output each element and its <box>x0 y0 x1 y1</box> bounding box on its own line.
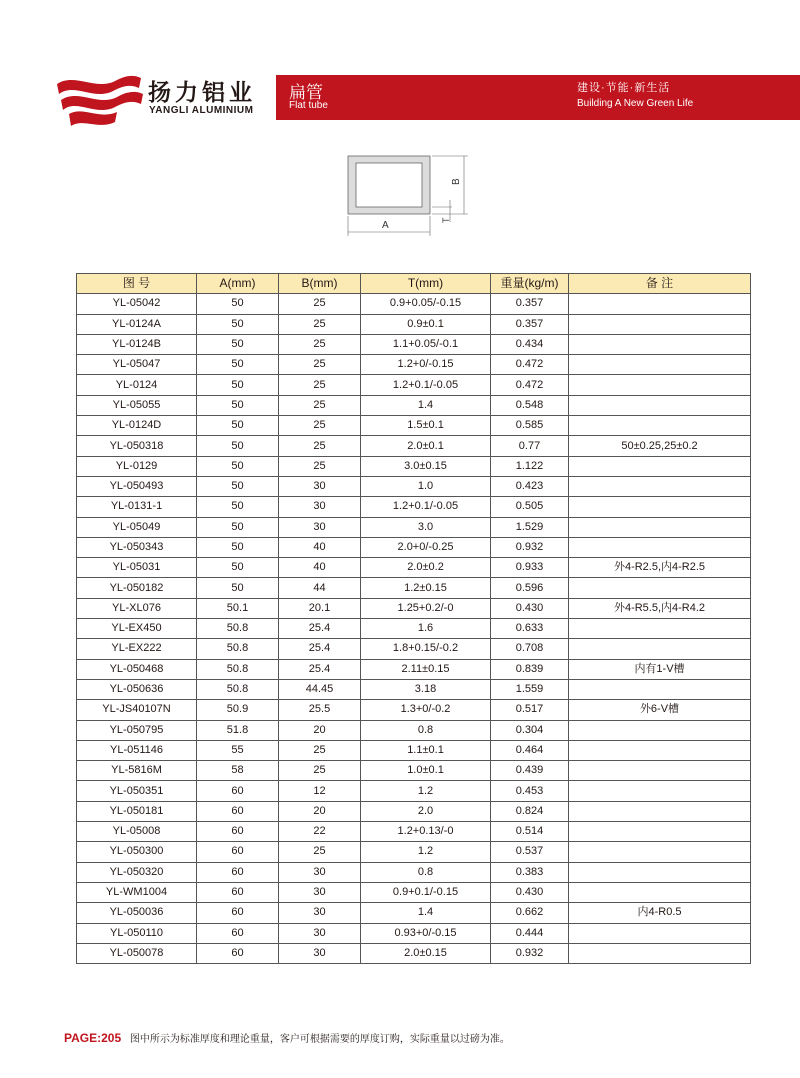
cell-t: 1.5±0.1 <box>361 416 491 436</box>
column-header-b: B(mm) <box>279 274 361 294</box>
table-row <box>77 334 751 354</box>
table-row <box>77 395 751 415</box>
cell-b: 25 <box>279 842 361 862</box>
cell-a: 50.8 <box>197 679 279 699</box>
cell-part-number: YL-050493 <box>77 476 197 496</box>
cell-remarks <box>569 822 751 842</box>
cell-b: 44 <box>279 578 361 598</box>
cell-t: 0.9+0.05/-0.15 <box>361 294 491 314</box>
table-row <box>77 740 751 760</box>
table-row <box>77 598 751 618</box>
cell-part-number: YL-0124D <box>77 416 197 436</box>
cell-part-number: YL-WM1004 <box>77 882 197 902</box>
cell-b: 25 <box>279 355 361 375</box>
cell-b: 12 <box>279 781 361 801</box>
cell-weight: 0.633 <box>491 619 569 639</box>
cell-part-number: YL-05047 <box>77 355 197 375</box>
cell-part-number: YL-050343 <box>77 537 197 557</box>
table-row <box>77 517 751 537</box>
cell-t: 1.2+0/-0.15 <box>361 355 491 375</box>
cell-b: 20 <box>279 720 361 740</box>
cell-t: 1.2 <box>361 781 491 801</box>
cell-t: 0.9+0.1/-0.15 <box>361 882 491 902</box>
brand-name-en: YANGLI ALUMINIUM <box>149 105 254 116</box>
cell-t: 1.0±0.1 <box>361 761 491 781</box>
cell-weight: 0.839 <box>491 659 569 679</box>
cell-part-number: YL-EX450 <box>77 619 197 639</box>
cell-a: 60 <box>197 923 279 943</box>
cell-a: 58 <box>197 761 279 781</box>
cell-a: 50 <box>197 537 279 557</box>
cell-weight: 0.77 <box>491 436 569 456</box>
table-row <box>77 456 751 476</box>
table-row <box>77 639 751 659</box>
cell-remarks <box>569 294 751 314</box>
page-footer <box>64 1030 510 1045</box>
cell-part-number: YL-0129 <box>77 456 197 476</box>
table-row <box>77 842 751 862</box>
cell-a: 50 <box>197 416 279 436</box>
cell-weight: 0.537 <box>491 842 569 862</box>
cell-a: 50 <box>197 436 279 456</box>
cell-a: 50 <box>197 578 279 598</box>
cell-b: 40 <box>279 558 361 578</box>
cell-b: 25.4 <box>279 659 361 679</box>
cell-b: 30 <box>279 923 361 943</box>
table-row <box>77 659 751 679</box>
cell-b: 44.45 <box>279 679 361 699</box>
table-row <box>77 923 751 943</box>
cell-b: 25 <box>279 294 361 314</box>
cell-a: 60 <box>197 822 279 842</box>
cell-part-number: YL-050636 <box>77 679 197 699</box>
column-header-remarks: 备 注 <box>569 274 751 294</box>
cell-part-number: YL-EX222 <box>77 639 197 659</box>
cell-t: 2.0 <box>361 801 491 821</box>
table-row <box>77 355 751 375</box>
cell-part-number: YL-0124 <box>77 375 197 395</box>
cell-part-number: YL-050182 <box>77 578 197 598</box>
cell-a: 60 <box>197 781 279 801</box>
cell-t: 2.0±0.1 <box>361 436 491 456</box>
cell-remarks: 外6-V槽 <box>569 700 751 720</box>
table-row <box>77 720 751 740</box>
cell-t: 0.8 <box>361 862 491 882</box>
cell-weight: 0.453 <box>491 781 569 801</box>
cell-t: 2.0±0.2 <box>361 558 491 578</box>
table-row <box>77 882 751 902</box>
cell-part-number: YL-050078 <box>77 943 197 963</box>
cell-b: 25.5 <box>279 700 361 720</box>
cell-part-number: YL-050181 <box>77 801 197 821</box>
cell-t: 3.18 <box>361 679 491 699</box>
cell-a: 60 <box>197 903 279 923</box>
cell-t: 3.0 <box>361 517 491 537</box>
cell-weight: 0.439 <box>491 761 569 781</box>
cell-b: 25 <box>279 456 361 476</box>
cell-weight: 0.514 <box>491 822 569 842</box>
table-row <box>77 801 751 821</box>
column-header-a: A(mm) <box>197 274 279 294</box>
cell-part-number: YL-050110 <box>77 923 197 943</box>
cell-remarks <box>569 355 751 375</box>
cell-remarks <box>569 740 751 760</box>
cell-b: 30 <box>279 517 361 537</box>
cell-t: 2.0±0.15 <box>361 943 491 963</box>
cell-part-number: YL-050351 <box>77 781 197 801</box>
cell-weight: 0.430 <box>491 598 569 618</box>
cell-t: 1.25+0.2/-0 <box>361 598 491 618</box>
cell-b: 25 <box>279 740 361 760</box>
section-title-cn: 扁管 <box>289 83 323 102</box>
cell-weight: 0.430 <box>491 882 569 902</box>
cell-part-number: YL-XL076 <box>77 598 197 618</box>
table-row <box>77 314 751 334</box>
cell-t: 1.2+0.1/-0.05 <box>361 375 491 395</box>
cell-b: 25 <box>279 314 361 334</box>
cell-a: 50 <box>197 334 279 354</box>
cell-b: 30 <box>279 476 361 496</box>
table-row <box>77 761 751 781</box>
flat-tube-cross-section-diagram <box>340 150 470 240</box>
cell-weight: 0.505 <box>491 497 569 517</box>
table-row <box>77 822 751 842</box>
cell-t: 1.2±0.15 <box>361 578 491 598</box>
table-row <box>77 497 751 517</box>
cell-remarks <box>569 923 751 943</box>
dimension-label-t: T <box>441 217 451 223</box>
cell-remarks <box>569 943 751 963</box>
cell-b: 25 <box>279 395 361 415</box>
cell-remarks <box>569 679 751 699</box>
cell-weight: 0.662 <box>491 903 569 923</box>
cell-remarks <box>569 842 751 862</box>
cell-b: 25 <box>279 334 361 354</box>
cell-weight: 0.423 <box>491 476 569 496</box>
cell-a: 50 <box>197 476 279 496</box>
table-row <box>77 781 751 801</box>
cell-remarks: 外4-R2.5,内4-R2.5 <box>569 558 751 578</box>
table-row <box>77 578 751 598</box>
cell-t: 1.0 <box>361 476 491 496</box>
cell-part-number: YL-5816M <box>77 761 197 781</box>
cell-a: 60 <box>197 882 279 902</box>
cell-part-number: YL-05031 <box>77 558 197 578</box>
cell-b: 22 <box>279 822 361 842</box>
cell-b: 25.4 <box>279 639 361 659</box>
cell-weight: 0.304 <box>491 720 569 740</box>
footer-note: 图中所示为标准厚度和理论重量，客户可根据需要的厚度订购，实际重量以过磅为准。 <box>129 1034 510 1045</box>
dimension-label-b: B <box>451 178 462 185</box>
page-header <box>0 0 800 140</box>
cell-a: 50 <box>197 355 279 375</box>
cell-weight: 0.585 <box>491 416 569 436</box>
cell-t: 1.1±0.1 <box>361 740 491 760</box>
cell-t: 1.2 <box>361 842 491 862</box>
cell-a: 50.8 <box>197 659 279 679</box>
table-row <box>77 375 751 395</box>
table-row <box>77 436 751 456</box>
cell-weight: 1.559 <box>491 679 569 699</box>
cell-remarks <box>569 882 751 902</box>
cell-part-number: YL-05042 <box>77 294 197 314</box>
table-body <box>77 294 751 964</box>
cell-part-number: YL-0131-1 <box>77 497 197 517</box>
cell-a: 51.8 <box>197 720 279 740</box>
cell-part-number: YL-050036 <box>77 903 197 923</box>
cell-weight: 0.708 <box>491 639 569 659</box>
cell-remarks <box>569 537 751 557</box>
page-number: PAGE:205 <box>64 1031 122 1045</box>
cell-b: 30 <box>279 903 361 923</box>
dimension-label-a: A <box>382 220 389 231</box>
cell-t: 1.4 <box>361 903 491 923</box>
cell-a: 50.8 <box>197 639 279 659</box>
cell-remarks <box>569 395 751 415</box>
cell-part-number: YL-051146 <box>77 740 197 760</box>
cell-remarks <box>569 619 751 639</box>
cell-a: 50.1 <box>197 598 279 618</box>
cell-remarks: 内4-R0.5 <box>569 903 751 923</box>
cell-a: 50 <box>197 456 279 476</box>
cell-remarks <box>569 862 751 882</box>
cell-t: 1.6 <box>361 619 491 639</box>
cell-t: 2.11±0.15 <box>361 659 491 679</box>
title-banner <box>276 75 800 120</box>
cell-remarks <box>569 456 751 476</box>
cell-weight: 1.529 <box>491 517 569 537</box>
cell-b: 20.1 <box>279 598 361 618</box>
cell-t: 0.93+0/-0.15 <box>361 923 491 943</box>
column-header-part-number: 图 号 <box>77 274 197 294</box>
table-row <box>77 700 751 720</box>
slogan-cn: 建设·节能·新生活 <box>577 82 671 94</box>
cell-remarks <box>569 416 751 436</box>
cell-remarks <box>569 781 751 801</box>
cell-b: 25 <box>279 416 361 436</box>
cell-t: 1.8+0.15/-0.2 <box>361 639 491 659</box>
cell-b: 20 <box>279 801 361 821</box>
cell-t: 1.2+0.13/-0 <box>361 822 491 842</box>
cell-b: 25 <box>279 375 361 395</box>
cell-weight: 0.357 <box>491 294 569 314</box>
cell-remarks <box>569 639 751 659</box>
table-row <box>77 943 751 963</box>
cell-weight: 0.932 <box>491 943 569 963</box>
cell-part-number: YL-050795 <box>77 720 197 740</box>
cell-remarks <box>569 720 751 740</box>
column-header-t: T(mm) <box>361 274 491 294</box>
cell-t: 0.9±0.1 <box>361 314 491 334</box>
cell-b: 25.4 <box>279 619 361 639</box>
cell-weight: 0.434 <box>491 334 569 354</box>
cell-t: 3.0±0.15 <box>361 456 491 476</box>
column-header-weight: 重量(kg/m) <box>491 274 569 294</box>
cell-remarks: 外4-R5.5,内4-R4.2 <box>569 598 751 618</box>
table-row <box>77 476 751 496</box>
cell-a: 50 <box>197 558 279 578</box>
cell-a: 50 <box>197 375 279 395</box>
cell-a: 60 <box>197 801 279 821</box>
cell-weight: 0.464 <box>491 740 569 760</box>
cell-part-number: YL-050300 <box>77 842 197 862</box>
cell-part-number: YL-0124A <box>77 314 197 334</box>
cell-weight: 0.472 <box>491 375 569 395</box>
table-row <box>77 679 751 699</box>
cell-remarks <box>569 375 751 395</box>
cell-weight: 0.383 <box>491 862 569 882</box>
cell-b: 30 <box>279 862 361 882</box>
cell-part-number: YL-05008 <box>77 822 197 842</box>
cell-b: 25 <box>279 436 361 456</box>
table-row <box>77 862 751 882</box>
cell-remarks <box>569 476 751 496</box>
cell-weight: 0.472 <box>491 355 569 375</box>
flat-tube-spec-table <box>76 273 751 964</box>
cell-remarks <box>569 761 751 781</box>
cell-t: 2.0+0/-0.25 <box>361 537 491 557</box>
cell-weight: 0.596 <box>491 578 569 598</box>
table-row <box>77 416 751 436</box>
cell-remarks <box>569 497 751 517</box>
table-row <box>77 294 751 314</box>
cell-remarks <box>569 314 751 334</box>
cell-remarks <box>569 801 751 821</box>
cell-part-number: YL-05055 <box>77 395 197 415</box>
cell-weight: 1.122 <box>491 456 569 476</box>
cell-remarks <box>569 334 751 354</box>
cell-a: 60 <box>197 842 279 862</box>
cell-t: 1.4 <box>361 395 491 415</box>
table-header-row <box>77 274 751 294</box>
cell-part-number: YL-050468 <box>77 659 197 679</box>
cell-a: 55 <box>197 740 279 760</box>
cell-b: 40 <box>279 537 361 557</box>
cell-part-number: YL-05049 <box>77 517 197 537</box>
cell-b: 30 <box>279 943 361 963</box>
section-title-en: Flat tube <box>289 100 328 111</box>
table-row <box>77 558 751 578</box>
cell-part-number: YL-050318 <box>77 436 197 456</box>
slogan-en: Building A New Green Life <box>577 98 694 109</box>
cell-b: 30 <box>279 497 361 517</box>
cell-remarks: 50±0.25,25±0.2 <box>569 436 751 456</box>
cell-a: 50 <box>197 517 279 537</box>
cell-weight: 0.357 <box>491 314 569 334</box>
cell-t: 1.3+0/-0.2 <box>361 700 491 720</box>
cell-part-number: YL-050320 <box>77 862 197 882</box>
table-row <box>77 903 751 923</box>
table-row <box>77 619 751 639</box>
cell-a: 50.8 <box>197 619 279 639</box>
cell-weight: 0.548 <box>491 395 569 415</box>
cell-remarks: 内有1-V槽 <box>569 659 751 679</box>
cell-a: 50 <box>197 497 279 517</box>
cell-weight: 0.933 <box>491 558 569 578</box>
cell-a: 50.9 <box>197 700 279 720</box>
cell-t: 0.8 <box>361 720 491 740</box>
cell-a: 50 <box>197 294 279 314</box>
cell-part-number: YL-JS40107N <box>77 700 197 720</box>
brand-name-cn: 扬力铝业 <box>148 79 256 105</box>
cell-part-number: YL-0124B <box>77 334 197 354</box>
cell-remarks <box>569 578 751 598</box>
tube-inner-hollow <box>356 163 422 207</box>
yangli-logo-icon <box>55 70 145 132</box>
cell-a: 60 <box>197 943 279 963</box>
cell-b: 30 <box>279 882 361 902</box>
cell-a: 50 <box>197 395 279 415</box>
cell-remarks <box>569 517 751 537</box>
cell-weight: 0.444 <box>491 923 569 943</box>
cell-weight: 0.824 <box>491 801 569 821</box>
cell-weight: 0.932 <box>491 537 569 557</box>
table-row <box>77 537 751 557</box>
cell-a: 60 <box>197 862 279 882</box>
cell-t: 1.2+0.1/-0.05 <box>361 497 491 517</box>
cell-t: 1.1+0.05/-0.1 <box>361 334 491 354</box>
cell-weight: 0.517 <box>491 700 569 720</box>
cell-b: 25 <box>279 761 361 781</box>
cell-a: 50 <box>197 314 279 334</box>
